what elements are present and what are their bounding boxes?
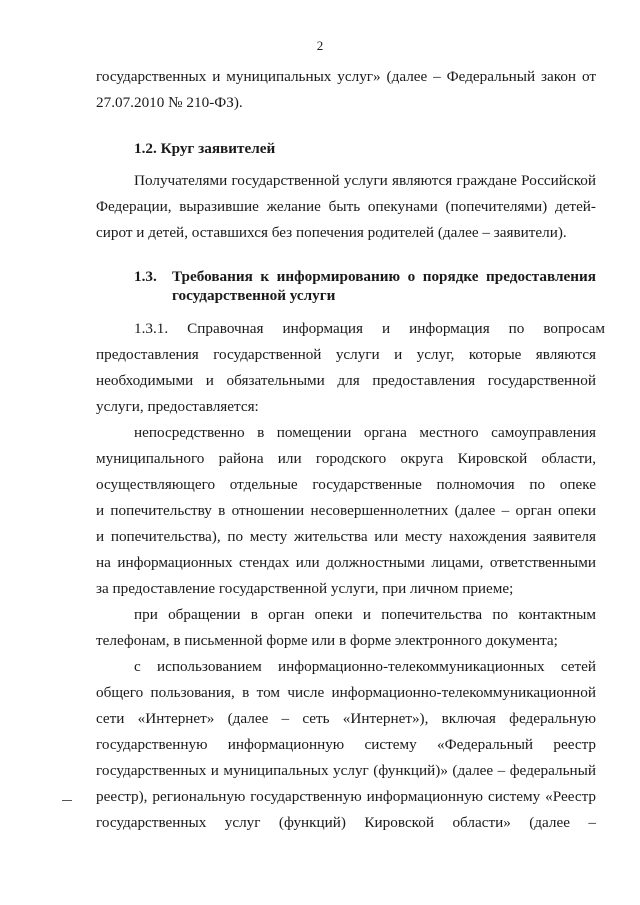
text-line: при обращении в орган опеки и попечительства по контактным [134,606,596,623]
text-line: непосредственно в помещении органа местного самоуправления [134,424,596,441]
text-line: за предоставление государственной услуги, при личном приеме; [96,580,514,597]
text-line: сирот и детей, оставшихся без попечения родителей (далее – заявители). [96,224,567,241]
text-line: и попечительству в отношении несовершеннолетних (далее – орган опеки [96,502,596,519]
text-line: 1.3.1. Справочная информация и информация по вопросам [134,320,605,337]
page-number: 2 [316,38,324,53]
section-heading-1-3-cont: государственной услуги [172,287,336,304]
text-line: государственную информационную систему «Федеральный реестр [96,736,596,753]
text-line: необходимыми и обязательными для предоставления государственной [96,372,596,389]
text-line: телефонам, в письменной форме или в форме электронного документа; [96,632,558,649]
text-line: 27.07.2010 № 210-ФЗ). [96,94,243,111]
section-heading-1-2: 1.2. Круг заявителей [134,140,276,157]
text-line: предоставления государственной услуги и услуг, которые являются [96,346,596,363]
text-line: и попечительства), по месту жительства или месту нахождения заявителя [96,528,596,545]
margin-mark [62,800,72,801]
text-line: реестр), региональную государственную информационную систему «Реестр [96,788,596,805]
text-line: Федерации, выразившие желание быть опекунами (попечителями) детей- [96,198,596,215]
text-line: общего пользования, в том числе информационно-телекоммуникационной [96,684,596,701]
text-line: муниципального района или городского округа Кировской области, [96,450,596,467]
text-line: с использованием информационно-телекоммуникационных сетей [134,658,596,675]
text-line: государственных и муниципальных услуг» (далее – Федеральный закон от [96,68,596,85]
section-heading-1-3: Требования к информированию о порядке предоставления [172,268,596,285]
text-line: услуги, предоставляется: [96,398,259,415]
text-line: государственных услуг (функций) Кировской области» (далее – [96,814,596,831]
text-line: на информационных стендах или должностными лицами, ответственными [96,554,596,571]
text-line: осуществляющего отдельные государственные полномочия по опеке [96,476,596,493]
section-heading-1-3-number: 1.3. [134,268,157,285]
text-line: государственных и муниципальных услуг (функций)» (далее – федеральный [96,762,596,779]
text-line: сети «Интернет» (далее – сеть «Интернет»), включая федеральную [96,710,596,727]
text-line: Получателями государственной услуги являются граждане Российской [134,172,596,189]
